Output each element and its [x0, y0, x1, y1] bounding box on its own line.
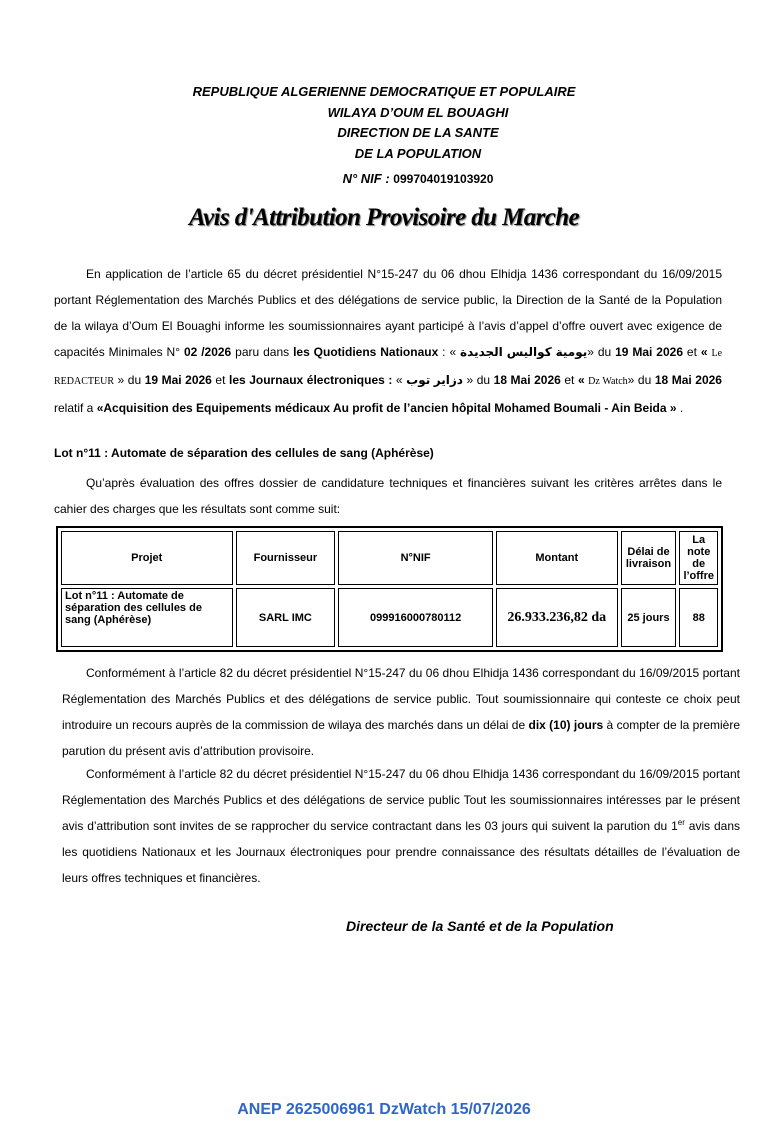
invitation-paragraph: Conformément à l’article 82 du décret présidentiel N°15-247 du 06 dhou Elhidja 1436 correspondant du 16/09/2015 portant Réglementation des Marchés Publics et des délégations de service public Tout les soumissionnaires intéresses par le présent avis d’attribution sont invites de se rapprocher du service contractant dans les 03 jours qui suivent la parution du 1er avis dans les quotidiens Nationaux et les Journaux électroniques pour prendre connaissance des résultats détailles de l’évaluation de leurs offres techniques et financières. [62, 767, 740, 885]
cell-delai: 25 jours [621, 588, 677, 647]
header-wilaya: WILAYA D’OUM EL BOUAGHI [327, 105, 509, 120]
evaluation-paragraph: Qu’après évaluation des offres dossier de candidature techniques et financières suivant les critères arrêtes dans le cahier des charges que les résultats sont comme suit: [54, 476, 722, 516]
footer-reference: ANEP 2625006961 DzWatch 15/07/2026 [237, 1101, 531, 1118]
header-direction: DIRECTION DE LA SANTE [337, 125, 499, 140]
cell-note: 88 [679, 588, 718, 647]
lot-title: Lot n°11 : Automate de séparation des cellules de sang (Aphérèse) [54, 446, 434, 460]
header-delai: Délai de livraison [621, 531, 677, 585]
header-nif [34, 171, 768, 186]
header-note: La note de l’offre [679, 531, 718, 585]
nif-label: N° NIF : [342, 171, 394, 186]
recours-paragraph: Conformément à l’article 82 du décret présidentiel N°15-247 du 06 dhou Elhidja 1436 correspondant du 16/09/2015 portant Réglementation des Marchés Publics et des délégations de service public. Tout soumissionnaire qui conteste ce choix peut introduire un recours auprès de la commission de wilaya des marchés dans un délai de dix (10) jours à compter de la première parution du présent avis d’attribution provisoire. [62, 666, 741, 758]
header-republic: REPUBLIQUE ALGERIENNE DEMOCRATIQUE ET POPULAIRE [192, 84, 576, 99]
table-row [61, 588, 718, 647]
cell-projet: Lot n°11 : Automate de séparation des cellules de sang (Aphérèse) [61, 588, 233, 647]
intro-paragraph: En application de l’article 65 du décret présidentiel N°15-247 du 06 dhou Elhidja 1436 correspondant du 16/09/2015 portant Réglementation des Marchés Publics et des délégations de service public, la Direction de la Santé de la Population de la wilaya d’Oum El Bouaghi informe les soumissionnaires ayant participé à l’avis d’appel d’offre ouvert avec exigence de capacités Minimales N° 02 /2026 paru dans les Quotidiens Nationaux : « يومية كواليس الجديدة» du 19 Mai 2026 et « Le REDACTEUR » du 19 Mai 2026 et les Journaux électroniques : « دزاير توب » du 18 Mai 2026 et « Dz Watch» du 18 Mai 2026 relatif a «Acquisition des Equipements médicaux Au profit de l’ancien hôpital Mohamed Boumali - Ain Beida » . [54, 267, 723, 415]
header-nif: N°NIF [338, 531, 493, 585]
nif-value: 099704019103920 [393, 172, 494, 186]
cell-nif: 099916000780112 [338, 588, 493, 647]
results-table [56, 526, 723, 652]
header-montant: Montant [496, 531, 618, 585]
signature: Directeur de la Santé et de la Population [346, 918, 614, 934]
cell-montant: 26.933.236,82 da [496, 588, 618, 647]
cell-fournisseur: SARL IMC [236, 588, 336, 647]
header-projet: Projet [61, 531, 233, 585]
document-title: Avis d'Attribution Provisoire du Marche [188, 204, 580, 231]
header-fournisseur: Fournisseur [236, 531, 336, 585]
header-population: DE LA POPULATION [354, 146, 482, 161]
table-header-row [61, 531, 718, 585]
